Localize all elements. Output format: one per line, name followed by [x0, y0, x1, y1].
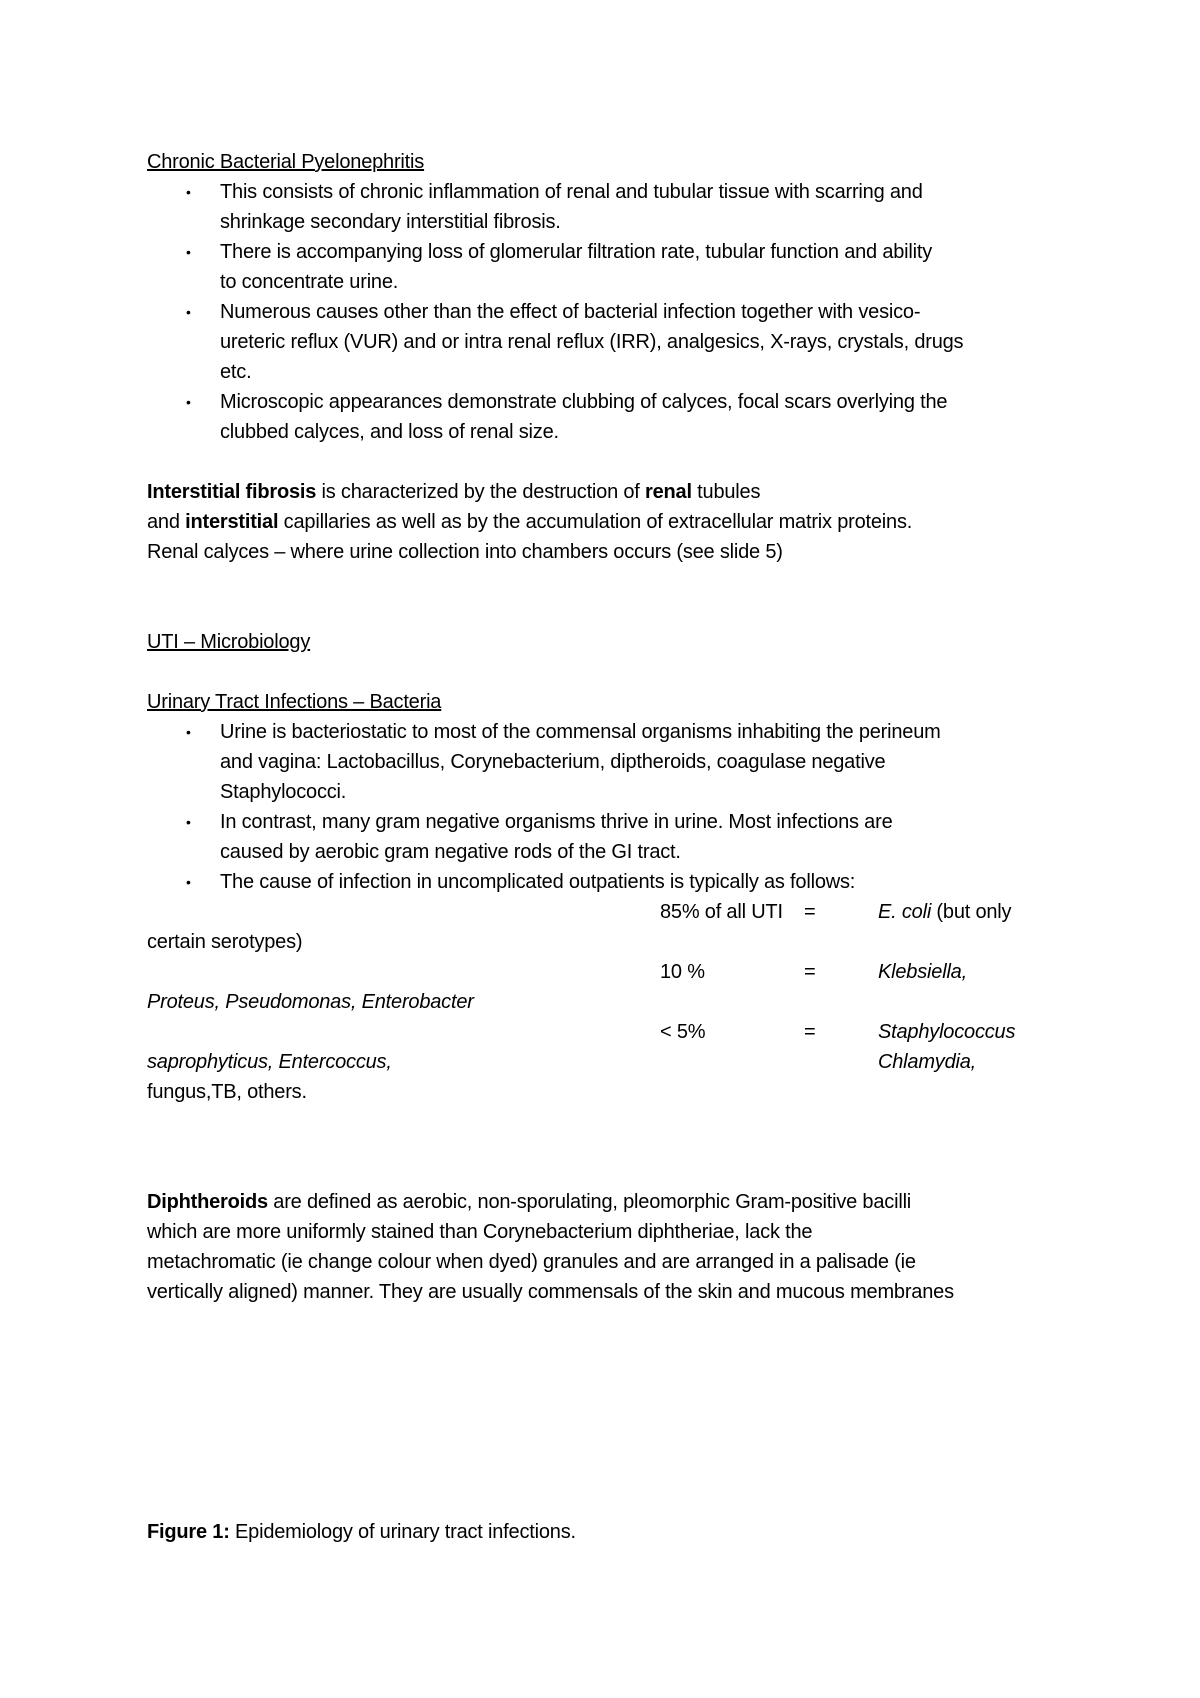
- term-diphtheroids: Diphtheroids: [147, 1191, 268, 1213]
- cause-others: fungus,TB, others.: [147, 1081, 307, 1103]
- term-interstitial-fibrosis: Interstitial fibrosis: [147, 481, 317, 503]
- cause-eq: =: [804, 961, 816, 983]
- cause-cont-1: certain serotypes): [147, 931, 303, 953]
- interstitial-line-1: [147, 477, 760, 507]
- term-interstitial: interstitial: [185, 511, 279, 533]
- bullet-marker: •: [186, 814, 191, 830]
- cause-pct-5: < 5%: [660, 1021, 706, 1043]
- bullet-text: caused by aerobic gram negative rods of the GI tract.: [220, 841, 681, 863]
- cause-pct-85: 85% of all UTI: [660, 901, 783, 923]
- figure-caption-text: Epidemiology of urinary tract infections.: [229, 1521, 576, 1543]
- text-run: capillaries as well as by the accumulation of extracellular matrix proteins.: [278, 511, 913, 533]
- bullet-text: to concentrate urine.: [220, 271, 399, 293]
- text-run: tubules: [691, 481, 761, 503]
- bullet-text: shrinkage secondary interstitial fibrosis.: [220, 211, 561, 233]
- bullet-marker: •: [186, 874, 191, 890]
- section-heading-pyelonephritis: Chronic Bacterial Pyelonephritis: [147, 151, 425, 173]
- cause-org-staph: Staphylococcus: [878, 1021, 1016, 1043]
- cause-pct-10: 10 %: [660, 961, 705, 983]
- bullet-text: In contrast, many gram negative organisms thrive in urine. Most infections are: [220, 811, 893, 833]
- diphtheroids-line-3: metachromatic (ie change colour when dyed) granules and are arranged in a palisade (ie: [147, 1251, 916, 1273]
- bullet-text: and vagina: Lactobacillus, Corynebacterium, diptheroids, coagulase negative: [220, 751, 886, 773]
- cause-org-ecoli: [878, 897, 1011, 927]
- bullet-marker: •: [186, 244, 191, 260]
- diphtheroids-line-4: vertically aligned) manner. They are usually commensals of the skin and mucous membranes: [147, 1281, 954, 1303]
- cause-org-klebsiella: Klebsiella,: [878, 961, 967, 983]
- organism-name: E. coli: [878, 901, 932, 923]
- bullet-marker: •: [186, 394, 191, 410]
- diphtheroids-line-2: which are more uniformly stained than Corynebacterium diphtheriae, lack the: [147, 1221, 813, 1243]
- bullet-text: Numerous causes other than the effect of bacterial infection together with vesico-: [220, 301, 921, 323]
- section-subheading-uti-bacteria: Urinary Tract Infections – Bacteria: [147, 691, 442, 713]
- figure-label: Figure 1:: [147, 1521, 230, 1543]
- bullet-marker: •: [186, 304, 191, 320]
- bullet-text: The cause of infection in uncomplicated outpatients is typically as follows:: [220, 871, 856, 893]
- bullet-marker: •: [186, 724, 191, 740]
- text-run: (but only: [931, 901, 1012, 923]
- bullet-text: etc.: [220, 361, 252, 383]
- diphtheroids-line-1: [147, 1187, 911, 1217]
- bullet-text: This consists of chronic inflammation of renal and tubular tissue with scarring and: [220, 181, 923, 203]
- cause-cont-2: Proteus, Pseudomonas, Enterobacter: [147, 991, 474, 1013]
- cause-org-chlamydia: Chlamydia,: [878, 1051, 977, 1073]
- figure-caption: [147, 1517, 576, 1547]
- bullet-text: clubbed calyces, and loss of renal size.: [220, 421, 559, 443]
- text-run: is characterized by the destruction of: [316, 481, 646, 503]
- term-renal: renal: [645, 481, 692, 503]
- bullet-text: Microscopic appearances demonstrate clubbing of calyces, focal scars overlying the: [220, 391, 948, 413]
- text-run: and: [147, 511, 186, 533]
- section-heading-uti-microbiology: UTI – Microbiology: [147, 631, 311, 653]
- text-run: are defined as aerobic, non-sporulating, pleomorphic Gram-positive bacilli: [267, 1191, 912, 1213]
- bullet-text: ureteric reflux (VUR) and or intra renal reflux (IRR), analgesics, X-rays, crystals, drugs: [220, 331, 964, 353]
- bullet-text: Urine is bacteriostatic to most of the commensal organisms inhabiting the perineum: [220, 721, 941, 743]
- cause-cont-3: saprophyticus, Entercoccus,: [147, 1051, 392, 1073]
- cause-eq: =: [804, 1021, 816, 1043]
- cause-eq: =: [804, 901, 816, 923]
- bullet-text: Staphylococci.: [220, 781, 347, 803]
- renal-calyces-line: Renal calyces – where urine collection into chambers occurs (see slide 5): [147, 541, 783, 563]
- interstitial-line-2: [147, 507, 912, 537]
- bullet-text: There is accompanying loss of glomerular filtration rate, tubular function and ability: [220, 241, 933, 263]
- bullet-marker: •: [186, 184, 191, 200]
